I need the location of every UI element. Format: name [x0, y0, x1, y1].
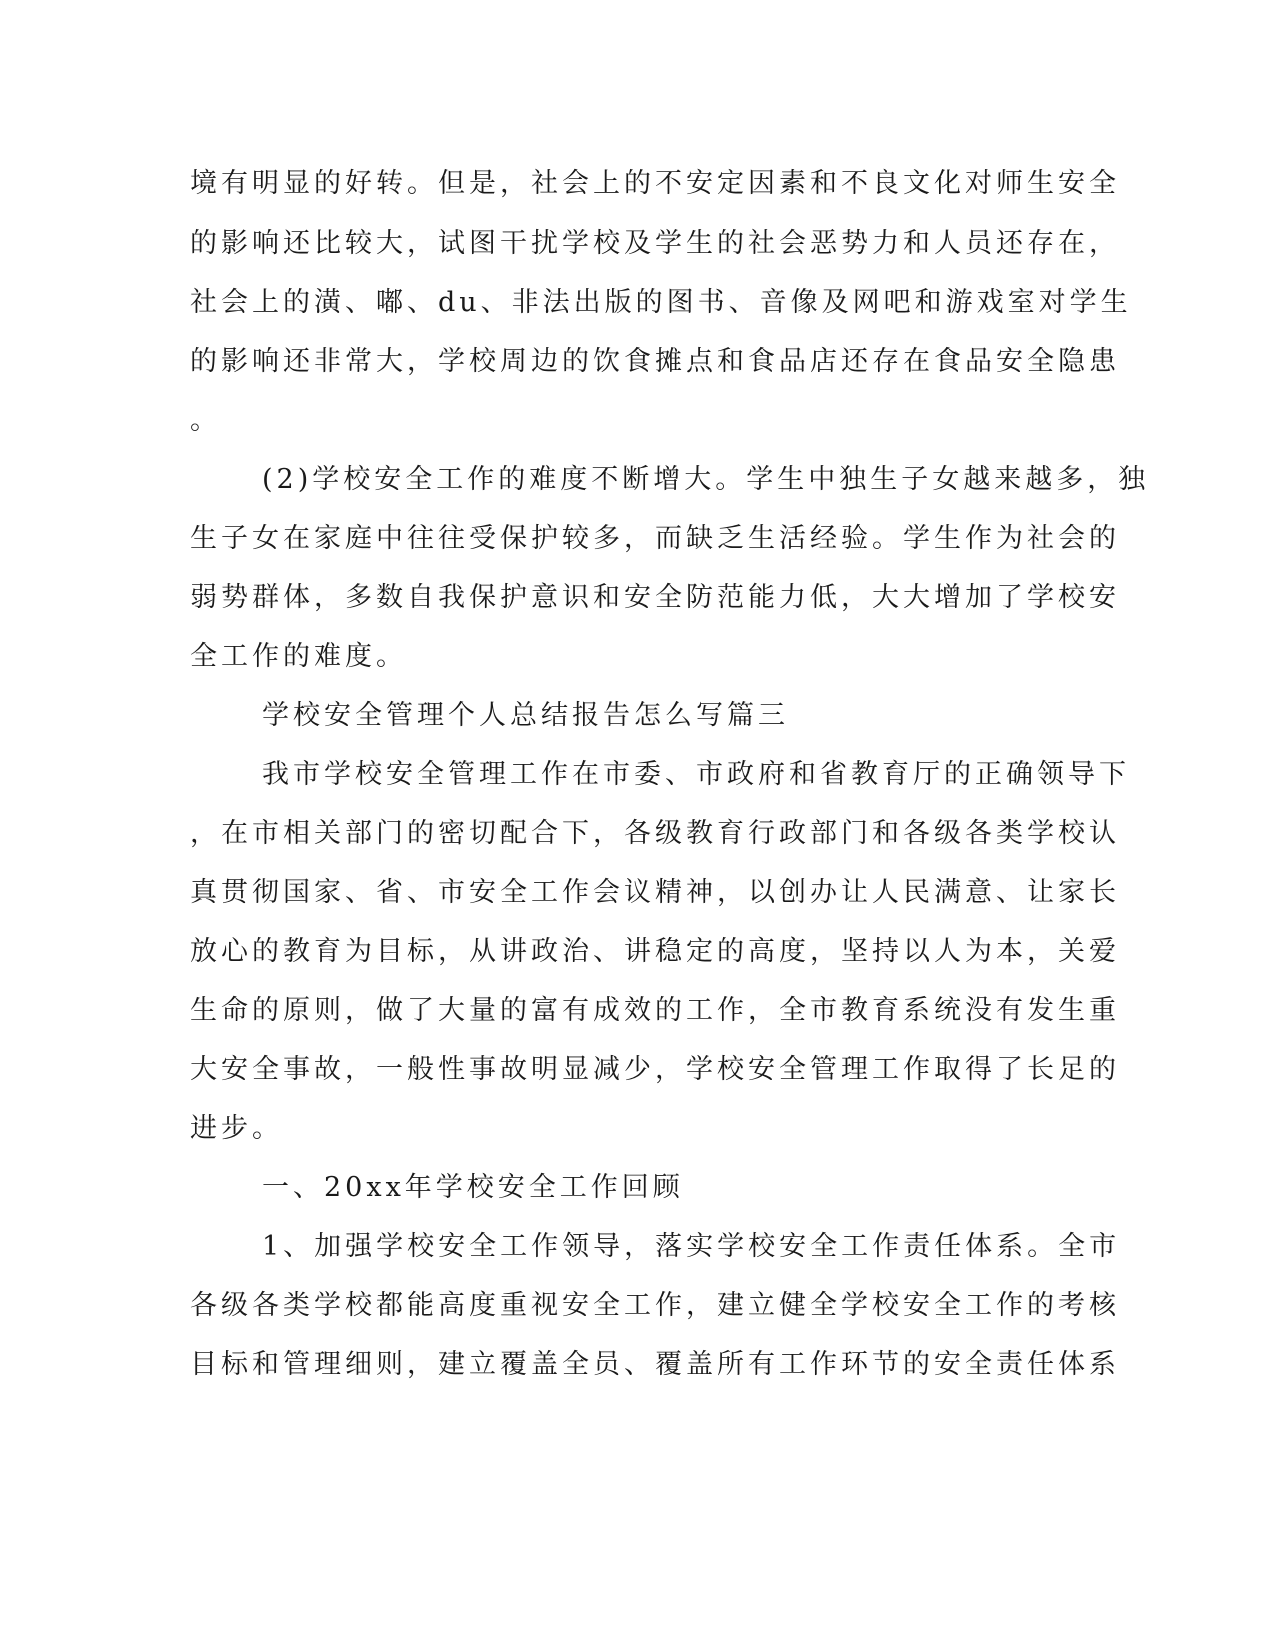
text-line: 真贯彻国家、省、市安全工作会议精神，以创办让人民满意、让家长: [190, 877, 1120, 908]
text-line: 弱势群体，多数自我保护意识和安全防范能力低，大大增加了学校安: [190, 582, 1120, 613]
paragraph-start-line: (2)学校安全工作的难度不断增大。学生中独生子女越来越多，独: [262, 464, 1150, 495]
section-heading: 学校安全管理个人总结报告怎么写篇三: [262, 700, 789, 731]
text-line: 生子女在家庭中往往受保护较多，而缺乏生活经验。学生作为社会的: [190, 523, 1120, 554]
text-line: 社会上的潢、嘟、du、非法出版的图书、音像及网吧和游戏室对学生: [190, 287, 1132, 318]
text-line: 的影响还比较大，试图干扰学校及学生的社会恶势力和人员还存在，: [190, 228, 1120, 259]
text-line: 。: [190, 405, 221, 436]
text-line: 大安全事故，一般性事故明显减少，学校安全管理工作取得了长足的: [190, 1054, 1120, 1085]
text-line: 各级各类学校都能高度重视安全工作，建立健全学校安全工作的考核: [190, 1290, 1120, 1321]
paragraph-start-line: 我市学校安全管理工作在市委、市政府和省教育厅的正确领导下: [262, 759, 1130, 790]
text-line: ，在市相关部门的密切配合下，各级教育行政部门和各级各类学校认: [190, 818, 1120, 849]
text-line: 的影响还非常大，学校周边的饮食摊点和食品店还存在食品安全隐患: [190, 346, 1120, 377]
text-line: 境有明显的好转。但是，社会上的不安定因素和不良文化对师生安全: [190, 168, 1120, 199]
subsection-heading: 一、20xx年学校安全工作回顾: [262, 1172, 684, 1203]
text-line: 放心的教育为目标，从讲政治、讲稳定的高度，坚持以人为本，关爱: [190, 936, 1120, 967]
text-line: 目标和管理细则，建立覆盖全员、覆盖所有工作环节的安全责任体系: [190, 1349, 1120, 1380]
text-line: 全工作的难度。: [190, 641, 407, 672]
text-line: 生命的原则，做了大量的富有成效的工作，全市教育系统没有发生重: [190, 995, 1120, 1026]
text-line: 进步。: [190, 1113, 283, 1144]
paragraph-start-line: 1、加强学校安全工作领导，落实学校安全工作责任体系。全市: [262, 1231, 1121, 1262]
